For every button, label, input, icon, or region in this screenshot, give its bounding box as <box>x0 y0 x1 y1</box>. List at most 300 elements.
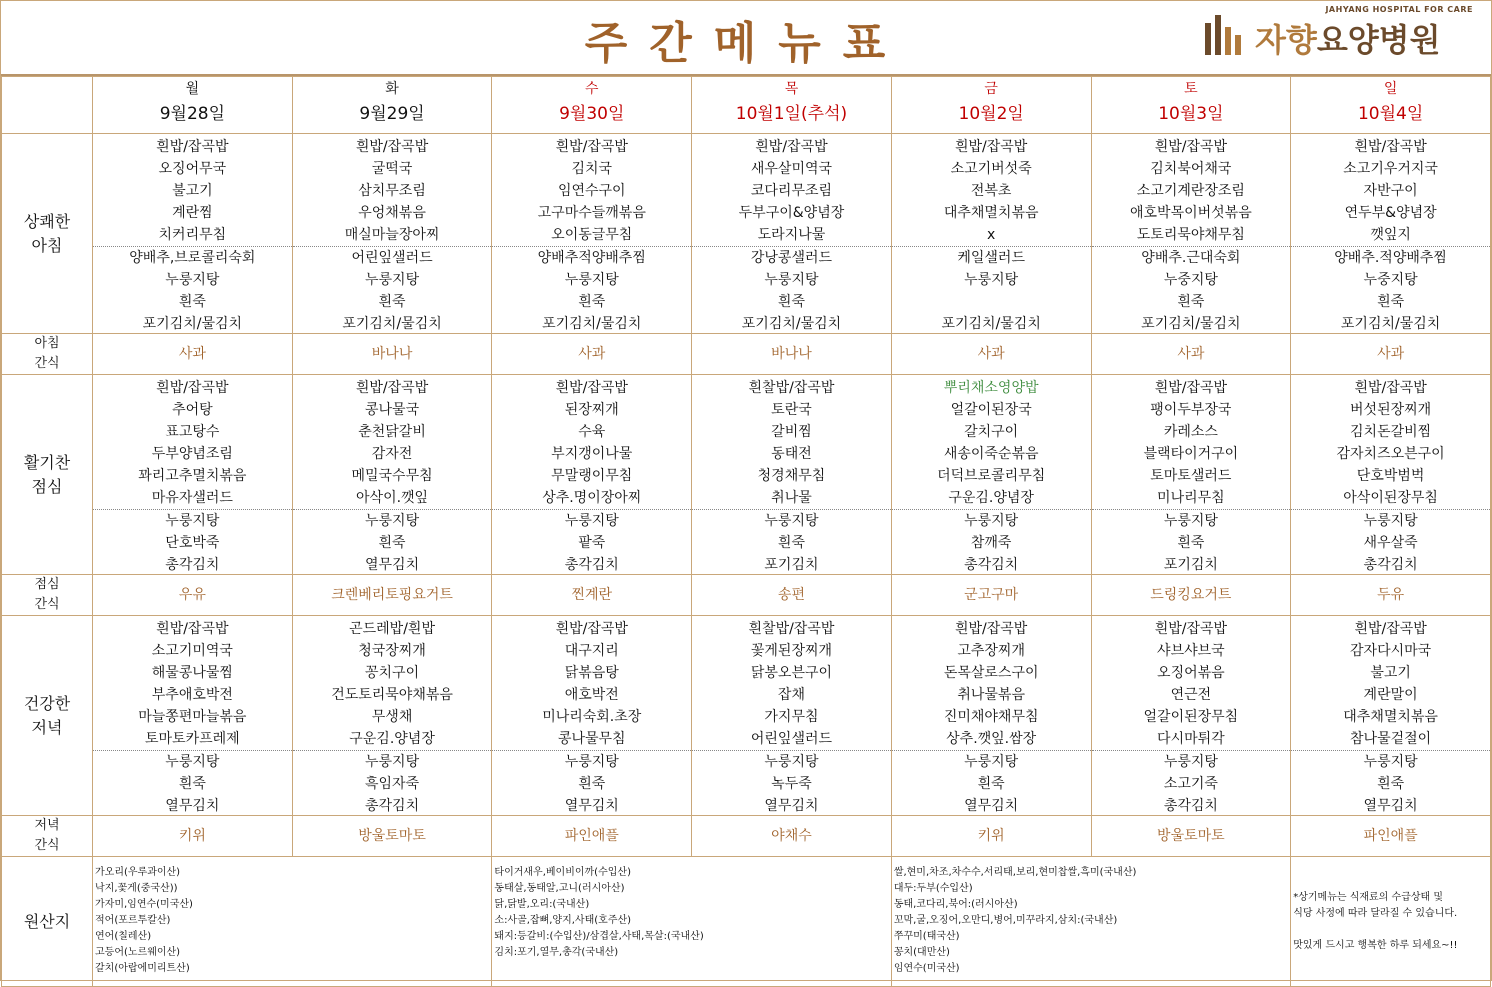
menu-item: 자반구이 <box>1363 183 1418 199</box>
day-name: 토 <box>1184 81 1198 97</box>
menu-item: 표고탕수 <box>165 424 220 440</box>
menu-item: 열무김치 <box>764 798 819 814</box>
ev_snack-row <box>2 816 1491 857</box>
origin-line: 동태,코다리,북어:(러시아산) <box>893 899 1018 910</box>
breakfast-side-dishes <box>1092 246 1291 333</box>
menu-item: 진미채야채무침 <box>943 709 1039 725</box>
breakfast-cell <box>692 134 892 334</box>
menu-item: 강낭콩샐러드 <box>750 250 833 266</box>
menu-item: 대구지리 <box>564 643 619 659</box>
origin-line: 닭,닭발,오리:(국내산) <box>494 899 590 910</box>
ev_snack-label <box>2 816 93 857</box>
menu-item: 고구마수들깨볶음 <box>537 205 646 221</box>
menu-item: 구운김.양념장 <box>349 731 435 747</box>
menu-item: 흰죽 <box>777 535 805 551</box>
menu-item: 애호박목이버섯볶음 <box>1130 205 1252 221</box>
menu-item: 총각김치 <box>1363 557 1418 573</box>
dinner-side-dishes <box>293 750 492 815</box>
menu-item: 포기김치 <box>1163 557 1218 573</box>
ev_snack-cell <box>292 816 492 857</box>
origin-line: 쌀,현미,차조,차수수,서리태,보리,현미찹쌀,흑미(국내산) <box>893 867 1137 878</box>
snack-item: 파인애플 <box>564 828 619 844</box>
lunch-label-line2: 점심 <box>31 476 63 496</box>
menu-item: 누룽지탕 <box>365 513 420 529</box>
menu-item: 청경채무침 <box>757 468 826 484</box>
menu-item: 흰죽 <box>1177 294 1205 310</box>
page-title: 주간메뉴표 <box>584 18 908 69</box>
menu-item: 흰밥/잡곡밥 <box>555 621 628 637</box>
menu-item: 흰밥/잡곡밥 <box>1354 621 1427 637</box>
menu-item: 총각김치 <box>365 798 420 814</box>
lunch-cell <box>93 375 293 575</box>
menu-item: 블랙타이거구이 <box>1143 446 1239 462</box>
origin-line: 김치:포기,열무,총각(국내산) <box>494 947 619 958</box>
menu-item: 연근전 <box>1170 687 1212 703</box>
origin-line: 쭈꾸미(태국산) <box>893 931 960 942</box>
menu-item: 수육 <box>578 424 606 440</box>
menu-item: 참나물겉절이 <box>1350 731 1432 747</box>
breakfast-side-dishes <box>492 246 691 333</box>
menu-item: 흰죽 <box>178 294 206 310</box>
lunch-cell <box>492 375 692 575</box>
menu-item: 흰밥/잡곡밥 <box>355 139 429 155</box>
day-date: 9월30일 <box>559 104 625 124</box>
menu-item: 흰밥/잡곡밥 <box>1354 139 1427 155</box>
am_snack-label-line1: 아침 <box>34 336 60 351</box>
dinner-main-dishes <box>692 616 891 750</box>
menu-item: 된장찌개 <box>564 402 619 418</box>
menu-item: 흰죽 <box>777 294 805 310</box>
hospital-logo <box>1203 5 1473 63</box>
menu-item: 오징어볶음 <box>1157 665 1225 681</box>
menu-item: 취나물볶음 <box>957 687 1025 703</box>
snack-item: 키위 <box>178 828 206 844</box>
origin-line: 적어(포르투칼산) <box>95 915 171 926</box>
menu-item: 흰밥/잡곡밥 <box>954 139 1028 155</box>
dinner-main-dishes <box>492 616 691 750</box>
menu-item: 뿌리채소영양밥 <box>943 380 1039 396</box>
notice-line: *상기메뉴는 식재료의 수급상태 및 <box>1293 891 1443 903</box>
menu-item: 갈비찜 <box>771 424 812 440</box>
menu-item: 가지무침 <box>764 709 819 725</box>
origin-line: 연어(칠레산) <box>95 931 152 942</box>
lunch-label <box>2 375 93 575</box>
menu-item: 누룽지탕 <box>1363 754 1418 770</box>
day-name: 목 <box>784 81 799 97</box>
day-date: 10월4일 <box>1357 104 1424 124</box>
menu-item: 어린잎샐러드 <box>351 250 433 266</box>
menu-item: 열무김치 <box>564 798 619 814</box>
breakfast-label-line1: 상쾌한 <box>23 211 71 231</box>
dinner-side-dishes <box>692 750 891 815</box>
menu-item: 꽈리고추멸치볶음 <box>138 468 247 484</box>
menu-item: 흰밥/잡곡밥 <box>1154 621 1228 637</box>
origin-line: 갈치(아랍에미리트산) <box>95 963 190 974</box>
am_snack-row <box>2 334 1491 375</box>
dinner-main-dishes <box>892 616 1091 750</box>
menu-item: 열무김치 <box>165 798 220 814</box>
menu-item: 포기김치/물김치 <box>1141 316 1241 332</box>
snack-item: 바나나 <box>771 346 812 362</box>
menu-item: 감자전 <box>371 446 413 462</box>
breakfast-side-dishes <box>93 246 292 333</box>
menu-item: 새우살미역국 <box>750 161 833 177</box>
menu-item: 소고기버섯죽 <box>950 161 1032 177</box>
menu-item: 소고기계란장조림 <box>1136 183 1245 199</box>
breakfast-main-dishes <box>692 134 891 246</box>
menu-item: x <box>987 227 996 243</box>
menu-item: 녹두죽 <box>771 776 812 792</box>
menu-item: 흰밥/잡곡밥 <box>555 380 628 396</box>
day-date: 10월2일 <box>958 104 1024 124</box>
menu-item: 소고기죽 <box>1163 776 1218 792</box>
lunch-main-dishes <box>1291 375 1490 509</box>
menu-item: 미나리숙회.초장 <box>542 709 642 725</box>
menu-item: 도라지나물 <box>757 227 826 243</box>
menu-item: 오징어무국 <box>158 161 227 177</box>
day-name: 금 <box>984 81 998 97</box>
menu-item: 춘천닭갈비 <box>358 424 426 440</box>
am_snack-label <box>2 334 93 375</box>
menu-item: 콩나물무침 <box>557 731 626 747</box>
snack-item: 사과 <box>1177 346 1205 362</box>
pm_snack-cell <box>1291 575 1491 616</box>
menu-item: 포기김치/물김치 <box>142 316 243 332</box>
origin-line: 소:사골,잡뼈,양지,사태(호주산) <box>494 915 632 926</box>
breakfast-side-dishes <box>1291 246 1490 333</box>
menu-item: 흰찰밥/잡곡밥 <box>748 621 835 637</box>
snack-item: 사과 <box>977 346 1005 362</box>
menu-item: 누룽지탕 <box>764 754 819 770</box>
lunch-main-dishes <box>93 375 292 509</box>
pm_snack-cell <box>492 575 692 616</box>
menu-item: 케일샐러드 <box>957 250 1025 266</box>
dinner-cell <box>891 616 1091 816</box>
breakfast-main-dishes <box>492 134 691 246</box>
menu-item: 잡채 <box>777 687 805 703</box>
menu-item: 곤드레밥/흰밥 <box>349 621 435 637</box>
snack-item: 방울토마토 <box>358 828 426 844</box>
lunch-cell <box>692 375 892 575</box>
menu-item: 누룽지탕 <box>964 754 1019 770</box>
dinner-row <box>2 616 1491 816</box>
menu-item: 추어탕 <box>172 402 213 418</box>
menu-item: 양배추.적양배추찜 <box>1334 250 1447 266</box>
pm_snack-label-line1: 점심 <box>34 577 60 592</box>
ev_snack-cell <box>492 816 692 857</box>
menu-item: 아삭이.깻잎 <box>356 490 429 506</box>
pm_snack-cell <box>292 575 492 616</box>
snack-item: 송편 <box>777 587 805 603</box>
menu-item: 무말랭이무침 <box>551 468 633 484</box>
menu-item: 흰죽 <box>977 776 1005 792</box>
menu-item: 흰죽 <box>178 776 206 792</box>
pm_snack-row <box>2 575 1491 616</box>
menu-item: 상추.깻잎.쌈장 <box>946 731 1037 747</box>
menu-item: 코다리무조림 <box>750 183 833 199</box>
breakfast-cell <box>1291 134 1491 334</box>
origin-label <box>2 857 93 987</box>
corner-cell <box>2 77 93 134</box>
menu-item: 토마토카프레제 <box>145 731 240 747</box>
menu-item: 해물콩나물찜 <box>151 665 233 681</box>
ev_snack-cell <box>1291 816 1491 857</box>
breakfast-main-dishes <box>1092 134 1291 246</box>
breakfast-main-dishes <box>1291 134 1490 246</box>
menu-item: 소고기미역국 <box>151 643 233 659</box>
dinner-side-dishes <box>1291 750 1490 815</box>
notice-spacer <box>1293 922 1490 938</box>
menu-item: 전복초 <box>970 183 1012 199</box>
snack-item: 사과 <box>178 346 206 362</box>
dinner-label-line2: 저녁 <box>31 717 63 737</box>
menu-item: 흰밥/잡곡밥 <box>555 139 628 155</box>
menu-item: 청국장찌개 <box>358 643 426 659</box>
lunch-main-dishes <box>1092 375 1291 509</box>
logo-mark-icon <box>1203 11 1249 55</box>
lunch-main-dishes <box>892 375 1091 509</box>
menu-item: 열무김치 <box>365 557 420 573</box>
menu-item: 누중지탕 <box>1363 272 1418 288</box>
day-header <box>1291 77 1491 134</box>
menu-item: 새우살죽 <box>1363 535 1418 551</box>
snack-item: 파인애플 <box>1363 828 1418 844</box>
menu-item: 누룽지탕 <box>764 272 819 288</box>
breakfast-cell <box>891 134 1091 334</box>
dinner-cell <box>492 616 692 816</box>
am_snack-cell <box>1091 334 1291 375</box>
breakfast-label <box>2 134 93 334</box>
menu-item: 팽이두부장국 <box>1150 402 1232 418</box>
menu-item: 양배추,브로콜리숙회 <box>129 250 256 266</box>
menu-item: 계란말이 <box>1363 687 1418 703</box>
menu-item: 두부구이&양념장 <box>738 205 845 221</box>
am_snack-cell <box>692 334 892 375</box>
menu-item: 흰밥/잡곡밥 <box>1154 380 1228 396</box>
pm_snack-label <box>2 575 93 616</box>
menu-item: 부지갱이나물 <box>551 446 633 462</box>
lunch-cell <box>292 375 492 575</box>
breakfast-side-dishes <box>293 246 492 333</box>
menu-item: 불고기 <box>172 183 213 199</box>
menu-item: 누룽지탕 <box>165 754 220 770</box>
menu-item: 흰밥/잡곡밥 <box>1154 139 1228 155</box>
logo-name-accent: 자향 <box>1255 21 1317 59</box>
menu-item: 참깨죽 <box>970 535 1012 551</box>
menu-item: 누룽지탕 <box>964 513 1019 529</box>
menu-item: 건도토리묵야채볶음 <box>331 687 453 703</box>
lunch-cell <box>891 375 1091 575</box>
menu-item: 포기김치/물김치 <box>941 316 1041 332</box>
snack-item: 바나나 <box>371 346 413 362</box>
origin-line: 낙지,꽃게(중국산)) <box>95 883 178 894</box>
menu-item: 누룽지탕 <box>165 272 220 288</box>
menu-item: 아삭이된장무침 <box>1343 490 1438 506</box>
menu-item: 버섯된장찌개 <box>1350 402 1432 418</box>
am_snack-cell <box>93 334 293 375</box>
snack-item: 야채수 <box>771 828 812 844</box>
menu-item: 고추장찌개 <box>957 643 1025 659</box>
am_snack-cell <box>292 334 492 375</box>
menu-item: 흰죽 <box>578 776 606 792</box>
day-header-row <box>2 77 1491 134</box>
am_snack-cell <box>1291 334 1491 375</box>
menu-item: 누룽지탕 <box>564 272 619 288</box>
menu-item: 꽁치구이 <box>365 665 420 681</box>
ev_snack-label-line2: 간식 <box>34 838 60 853</box>
origin-list <box>93 857 492 987</box>
menu-item: 열무김치 <box>1363 798 1418 814</box>
menu-item: 도토리묵야채무침 <box>1136 227 1245 243</box>
menu-item: 누룽지탕 <box>564 513 619 529</box>
menu-item: 누룽지탕 <box>564 754 619 770</box>
breakfast-side-dishes <box>692 246 891 333</box>
notice <box>1291 857 1491 987</box>
menu-item: 팥죽 <box>578 535 606 551</box>
menu-item: 누룽지탕 <box>165 513 220 529</box>
origin-line: 동태살,동태알,고니(러시아산) <box>494 883 625 894</box>
snack-item: 사과 <box>1377 346 1405 362</box>
dinner-cell <box>292 616 492 816</box>
snack-item: 군고구마 <box>964 587 1019 603</box>
notice-line: 식당 사정에 따라 달라질 수 있습니다. <box>1293 907 1458 919</box>
day-header <box>93 77 293 134</box>
origin-line: 돼지:등갈비:(수입산)/삼겹살,사태,목살:(국내산) <box>494 931 704 942</box>
origin-line: 임연수(미국산) <box>893 963 960 974</box>
menu-item: 누룽지탕 <box>1363 513 1418 529</box>
menu-item: 흰죽 <box>1177 535 1205 551</box>
menu-item: 마유자샐러드 <box>151 490 233 506</box>
logo-subtitle: JAHYANG HOSPITAL FOR CARE <box>1325 5 1473 14</box>
day-date: 10월3일 <box>1158 104 1224 124</box>
menu-item: 오이동글무침 <box>551 227 633 243</box>
menu-item: 닭볶음탕 <box>564 665 619 681</box>
menu-item: 누룽지탕 <box>764 513 819 529</box>
lunch-side-dishes <box>692 509 891 574</box>
notice-line: 맛있게 드시고 행복한 하루 되세요~!! <box>1293 939 1458 951</box>
menu-item: 샤브샤브국 <box>1157 643 1225 659</box>
menu-item: 상추.명이장아찌 <box>542 490 642 506</box>
origin-line: 대두:두부(수입산) <box>893 883 973 894</box>
menu-item: 흰죽 <box>1377 294 1405 310</box>
day-name: 화 <box>385 81 399 97</box>
menu-item: 감자다시마국 <box>1350 643 1432 659</box>
menu-item: 대추채멸치볶음 <box>943 205 1039 221</box>
menu-item: 총각김치 <box>165 557 220 573</box>
lunch-main-dishes <box>492 375 691 509</box>
ev_snack-cell <box>891 816 1091 857</box>
menu-item: 소고기우거지국 <box>1343 161 1438 177</box>
menu-item: 김치돈갈비찜 <box>1350 424 1432 440</box>
menu-item: 김치북어채국 <box>1150 161 1232 177</box>
menu-item: 마늘쫑편마늘볶음 <box>138 709 247 725</box>
menu-item: 치커리무침 <box>158 227 227 243</box>
menu-item: 김치국 <box>571 161 613 177</box>
dinner-cell <box>692 616 892 816</box>
breakfast-row <box>2 134 1491 334</box>
menu-item: 콩나물국 <box>365 402 420 418</box>
breakfast-main-dishes <box>93 134 292 246</box>
menu-item: 동태전 <box>771 446 812 462</box>
dinner-cell <box>93 616 293 816</box>
menu-item: 누룽지탕 <box>1163 513 1218 529</box>
menu-item: 감자치즈오븐구이 <box>1336 446 1445 462</box>
lunch-main-dishes <box>692 375 891 509</box>
snack-item: 방울토마토 <box>1157 828 1225 844</box>
lunch-side-dishes <box>1291 509 1490 574</box>
dinner-main-dishes <box>293 616 492 750</box>
dinner-label <box>2 616 93 816</box>
menu-item: 돈목살로스구이 <box>943 665 1039 681</box>
menu-item: 더덕브로콜리무침 <box>937 468 1046 484</box>
menu-item: 연두부&양념장 <box>1344 205 1437 221</box>
lunch-side-dishes <box>293 509 492 574</box>
day-date: 9월28일 <box>159 104 225 124</box>
menu-item: 얼갈이된장국 <box>950 402 1032 418</box>
menu-item: 갈치구이 <box>964 424 1019 440</box>
snack-item: 우유 <box>178 587 206 603</box>
menu-item: 포기김치/물김치 <box>1340 316 1441 332</box>
day-date: 9월29일 <box>359 104 425 124</box>
day-header <box>492 77 692 134</box>
menu-item: 깻잎지 <box>1370 227 1411 243</box>
menu-item: 닭봉오븐구이 <box>750 665 833 681</box>
menu-item: 총각김치 <box>1163 798 1218 814</box>
menu-item: 토마토샐러드 <box>1150 468 1232 484</box>
breakfast-side-dishes <box>892 246 1091 333</box>
menu-item: 흰죽 <box>378 535 406 551</box>
menu-item: 흰밥/잡곡밥 <box>156 139 229 155</box>
menu-item: 누중지탕 <box>1163 272 1218 288</box>
menu-item: 단호박범벅 <box>1356 468 1425 484</box>
logo-name-rest: 요양병원 <box>1316 21 1441 59</box>
pm_snack-cell <box>93 575 293 616</box>
ev_snack-cell <box>93 816 293 857</box>
menu-item: 꽃게된장찌개 <box>750 643 833 659</box>
origin-label-line1: 원산지 <box>23 911 71 931</box>
dinner-label-line1: 건강한 <box>23 693 71 713</box>
pm_snack-cell <box>692 575 892 616</box>
day-name: 월 <box>185 81 200 97</box>
day-name: 일 <box>1383 81 1398 97</box>
menu-item: 포기김치 <box>764 557 819 573</box>
menu-item: 흰밥/잡곡밥 <box>156 621 229 637</box>
lunch-side-dishes <box>892 509 1091 574</box>
snack-item: 사과 <box>578 346 606 362</box>
dinner-main-dishes <box>1291 616 1490 750</box>
menu-item: 임연수구이 <box>557 183 626 199</box>
menu-item: 삼치무조림 <box>358 183 426 199</box>
dinner-cell <box>1091 616 1291 816</box>
am_snack-label-line2: 간식 <box>34 356 60 371</box>
menu-item: 두부양념조림 <box>151 446 233 462</box>
snack-item: 드링킹요거트 <box>1150 587 1232 603</box>
origin-line: 고등어(노르웨이산) <box>95 947 181 958</box>
origin-line: 꼬막,굴,오징어,오만디,병어,미꾸라지,삼치:(국내산) <box>893 915 1118 926</box>
snack-item: 키위 <box>977 828 1005 844</box>
ev_snack-cell <box>692 816 892 857</box>
day-header <box>692 77 892 134</box>
menu-item: 미나리무침 <box>1157 490 1225 506</box>
menu-item: 단호박죽 <box>165 535 220 551</box>
menu-table <box>1 76 1491 987</box>
menu-item: 대추채멸치볶음 <box>1343 709 1438 725</box>
snack-item: 찐계란 <box>571 587 613 603</box>
menu-item: 흰죽 <box>578 294 606 310</box>
menu-item: 취나물 <box>771 490 812 506</box>
menu-item: 흰죽 <box>378 294 406 310</box>
menu-item: 포기김치/물김치 <box>342 316 442 332</box>
